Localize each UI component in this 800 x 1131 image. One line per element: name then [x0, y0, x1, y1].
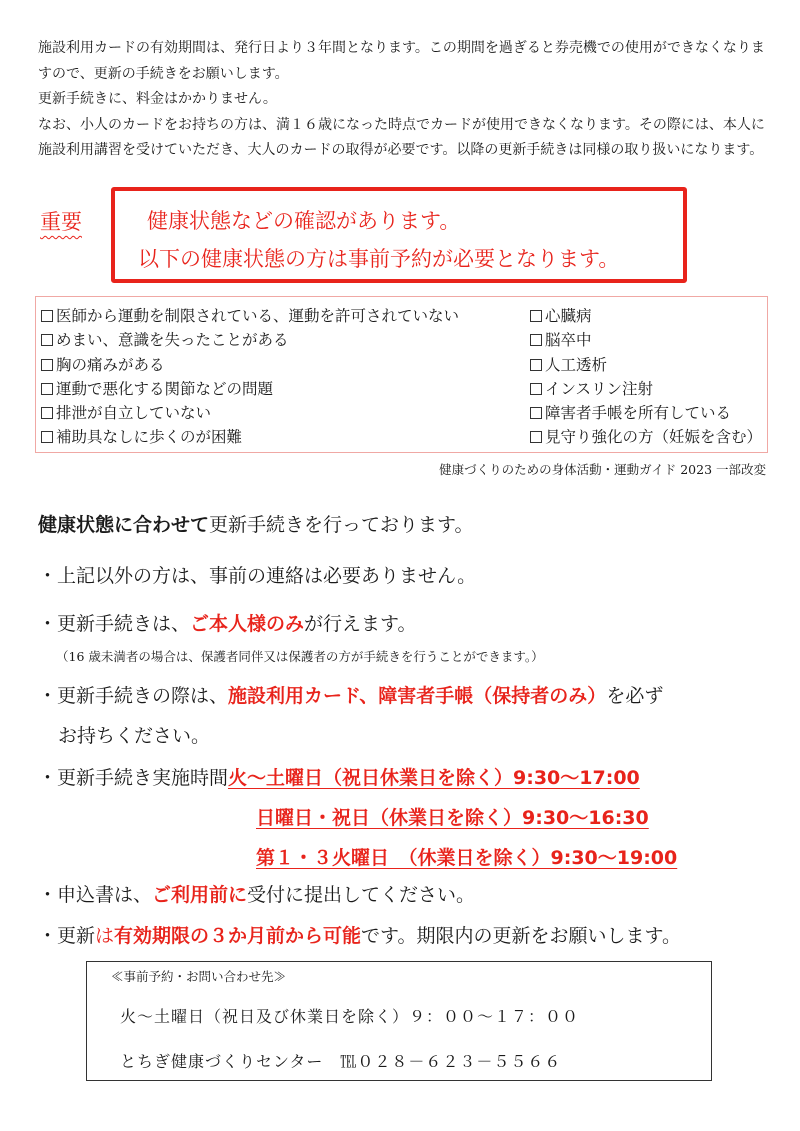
- bullet-bring-items: ・更新手続きの際は、施設利用カード、障害者手帳（保持者のみ）を必ず: [38, 685, 664, 707]
- important-line-1: 健康状態などの確認があります。: [147, 209, 461, 233]
- checkbox-icon: [530, 383, 542, 395]
- checklist-item: 医師から運動を制限されている、運動を許可されていない: [41, 304, 459, 328]
- health-checklist: [35, 296, 768, 453]
- intro-paragraph-child-card: なお、小人のカードをお持ちの方は、満１６歳になった時点でカードが使用できなくなります。その際には、本人に施設利用講習を受けていただき、大人のカードの取得が必要です。以降の更新手続きは同様の取り扱いになります。: [38, 116, 765, 158]
- hours-sun-holiday: 日曜日・祝日（休業日を除く）9:30～16:30: [256, 807, 649, 829]
- checklist-item: 脳卒中: [530, 328, 762, 352]
- intro-text: [38, 36, 766, 164]
- bullet-self-only: ・更新手続きは、ご本人様のみが行えます。: [38, 613, 417, 635]
- checkbox-icon: [41, 407, 53, 419]
- guardian-note: （16 歳未満者の場合は、保護者同伴又は保護者の方が手続きを行うことができます。）: [56, 649, 544, 664]
- bullet-renewal-period: ・更新は有効期限の３か月前から可能です。期限内の更新をお願いします。: [38, 925, 682, 947]
- hours-first-third-tue: 第１・３火曜日 （休業日を除く）9:30～19:00: [256, 847, 678, 869]
- main-heading: 健康状態に合わせて更新手続きを行っております。: [38, 514, 474, 536]
- checkbox-icon: [530, 359, 542, 371]
- bullet-bring-items-cont: お持ちください。: [58, 725, 211, 747]
- bullet-hours: ・更新手続き実施時間火～土曜日（祝日休業日を除く）9:30～17:00: [38, 767, 640, 789]
- checklist-item: 胸の痛みがある: [41, 353, 459, 377]
- important-label: 重要: [40, 210, 82, 234]
- contact-box: [86, 961, 712, 1081]
- important-notice-box: [111, 187, 687, 283]
- checkbox-icon: [41, 334, 53, 346]
- bullet-application-form: ・申込書は、ご利用前に受付に提出してください。: [38, 884, 476, 906]
- checklist-item: 補助具なしに歩くのが困難: [41, 425, 459, 449]
- intro-paragraph-validity: 施設利用カードの有効期間は、発行日より３年間となります。この期間を過ぎると券売機での使用ができなくなりますので、更新の手続きをお願いします。: [38, 40, 765, 82]
- checklist-item: 人工透析: [530, 353, 762, 377]
- checklist-item: 見守り強化の方（妊娠を含む）: [530, 425, 762, 449]
- checklist-item: 障害者手帳を所有している: [530, 401, 762, 425]
- checklist-item: めまい、意識を失ったことがある: [41, 328, 459, 352]
- checkbox-icon: [530, 407, 542, 419]
- checkbox-icon: [530, 334, 542, 346]
- checklist-right-column: [530, 304, 762, 450]
- contact-hours: 火～土曜日（祝日及び休業日を除く）９：００～１７：００: [120, 1007, 580, 1026]
- checklist-item: 排泄が自立していない: [41, 401, 459, 425]
- bullet-no-contact: ・上記以外の方は、事前の連絡は必要ありません。: [38, 565, 477, 587]
- checklist-item: インスリン注射: [530, 377, 762, 401]
- contact-center-phone: とちぎ健康づくりセンター ℡０２８－６２３－５５６６: [120, 1052, 562, 1071]
- checkbox-icon: [41, 431, 53, 443]
- checkbox-icon: [41, 359, 53, 371]
- checkbox-icon: [530, 310, 542, 322]
- contact-title: ≪事前予約・お問い合わせ先≫: [111, 969, 287, 984]
- checklist-source: 健康づくりのための身体活動・運動ガイド 2023 一部改変: [439, 462, 766, 477]
- checklist-left-column: [41, 304, 459, 450]
- hours-tue-sat: 火～土曜日（祝日休業日を除く）9:30～17:00: [228, 767, 640, 789]
- intro-paragraph-fee: 更新手続きに、料金はかかりません。: [38, 91, 277, 107]
- checkbox-icon: [41, 383, 53, 395]
- checkbox-icon: [41, 310, 53, 322]
- checklist-item: 運動で悪化する関節などの問題: [41, 377, 459, 401]
- checkbox-icon: [530, 431, 542, 443]
- checklist-item: 心臓病: [530, 304, 762, 328]
- important-line-2: 以下の健康状態の方は事前予約が必要となります。: [138, 247, 620, 271]
